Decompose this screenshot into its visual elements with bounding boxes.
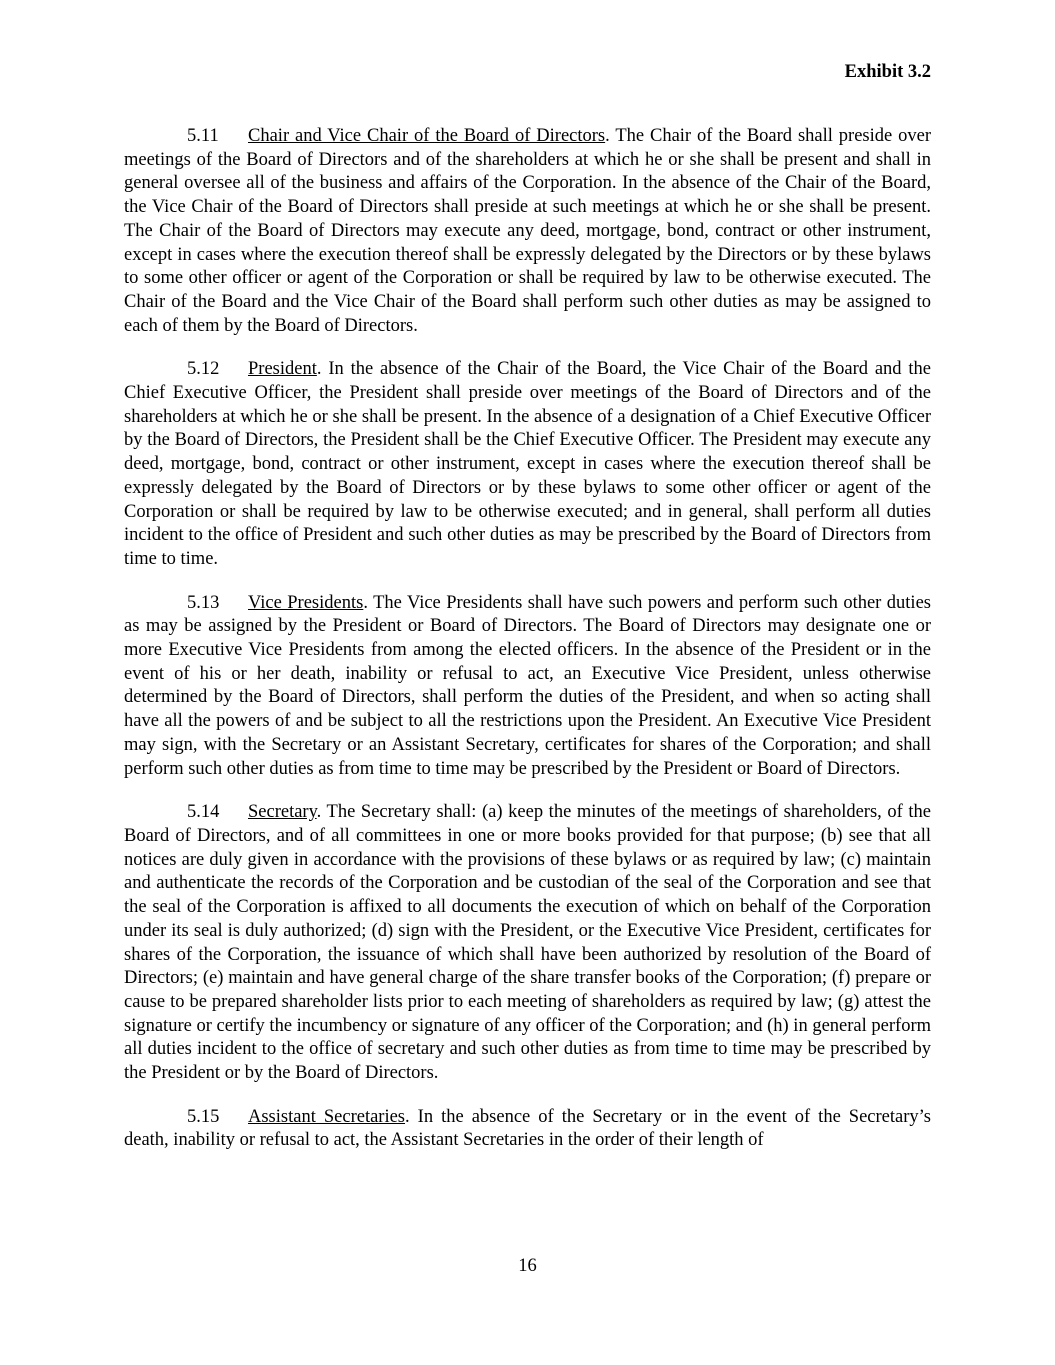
section-text: . In the absence of the Secretary or in the event of the Secretary’s death, inability or refusal to act, the Assistant Secretaries in the order of their length of: [124, 1106, 931, 1151]
section-5-12: [124, 358, 931, 571]
section-5-14: [124, 801, 931, 1085]
section-5-11: [124, 125, 931, 338]
section-text: . The Secretary shall: (a) keep the minutes of the meetings of shareholders, of the Board of Directors, and of all committees in one or more books provided for that purpose; (b) see that all notices are duly given in accordance with the provisions of these bylaws or as required by law; (c) maintain and authenticate the records of the Corporation and be custodian of the seal of the Corporation and see that the seal of the Corporation is affixed to all documents the execution of which on behalf of the Corporation under its seal is duly authorized; (d) sign with the President, or the Executive Vice President, certificates for shares of the Corporation, the issuance of which shall have been authorized by resolution of the Board of Directors; (e) maintain and have general charge of the share transfer books of the Corporation; (f) prepare or cause to be prepared shareholder lists prior to each meeting of shareholders as required by law; (g) attest the signature or certify the incumbency or signature of any officer of the Corporation; and (h) in general perform all duties incident to the office of secretary and such other duties as from time to time may be prescribed by the President or by the Board of Directors.: [124, 802, 931, 1084]
section-5-15: [124, 1106, 931, 1153]
section-heading: Vice Presidents: [248, 592, 364, 613]
section-text: . The Vice Presidents shall have such powers and perform such other duties as may be assigned by the President or Board of Directors. The Board of Directors may designate one or more Executive Vice Presidents from among the elected officers. In the absence of the President or in the event of his or her death, inability or refusal to act, an Executive Vice President, unless otherwise determined by the Board of Directors, shall perform the duties of the President, and when so acting shall have all the powers of and be subject to all the restrictions upon the President. An Executive Vice President may sign, with the Secretary or an Assistant Secretary, certificates for shares of the Corporation; and shall perform such other duties as from time to time may be prescribed by the President or Board of Directors.: [124, 592, 931, 779]
section-number: 5.11: [187, 126, 219, 146]
section-number: 5.14: [187, 802, 220, 823]
section-heading: Assistant Secretaries: [248, 1106, 406, 1127]
document-body: [124, 125, 931, 1173]
section-text: . In the absence of the Chair of the Board, the Vice Chair of the Board and the Chief Executive Officer, the President shall preside over meetings of the Board of Directors and of the shareholders at which he or she shall be present. In the absence of a designation of a Chief Executive Officer by the Board of Directors, the President shall be the Chief Executive Officer. The President may execute any deed, mortgage, bond, contract or other instrument, except in cases where the execution thereof shall be expressly delegated by the Board of Directors or by these bylaws to some other officer or agent of the Corporation or shall be required by law to be otherwise executed; and in general, shall perform all duties incident to the office of President and such other duties as may be prescribed by the Board of Directors from time to time.: [124, 359, 931, 569]
section-text: . The Chair of the Board shall preside over meetings of the Board of Directors and of the shareholders at which he or she shall be present and shall in general oversee all of the business and affairs of the Corporation. In the absence of the Chair of the Board, the Vice Chair of the Board of Directors shall preside at such meetings at which he or she shall be present. The Chair of the Board of Directors may execute any deed, mortgage, bond, contract or other instrument, except in cases where the execution thereof shall be expressly delegated by the Directors or by these bylaws to some other officer or agent of the Corporation or shall be required by law to be otherwise executed. The Chair of the Board and the Vice Chair of the Board shall perform such other duties as may be assigned to each of them by the Board of Directors.: [124, 126, 931, 336]
exhibit-label: Exhibit 3.2: [844, 62, 931, 82]
section-number: 5.15: [187, 1106, 220, 1127]
section-heading: Secretary: [248, 802, 317, 823]
section-number: 5.13: [187, 592, 220, 613]
section-5-13: [124, 592, 931, 782]
section-number: 5.12: [187, 359, 220, 380]
section-heading: President: [248, 359, 317, 380]
section-heading: Chair and Vice Chair of the Board of Directors: [248, 126, 606, 146]
page-number: 16: [518, 1256, 537, 1276]
